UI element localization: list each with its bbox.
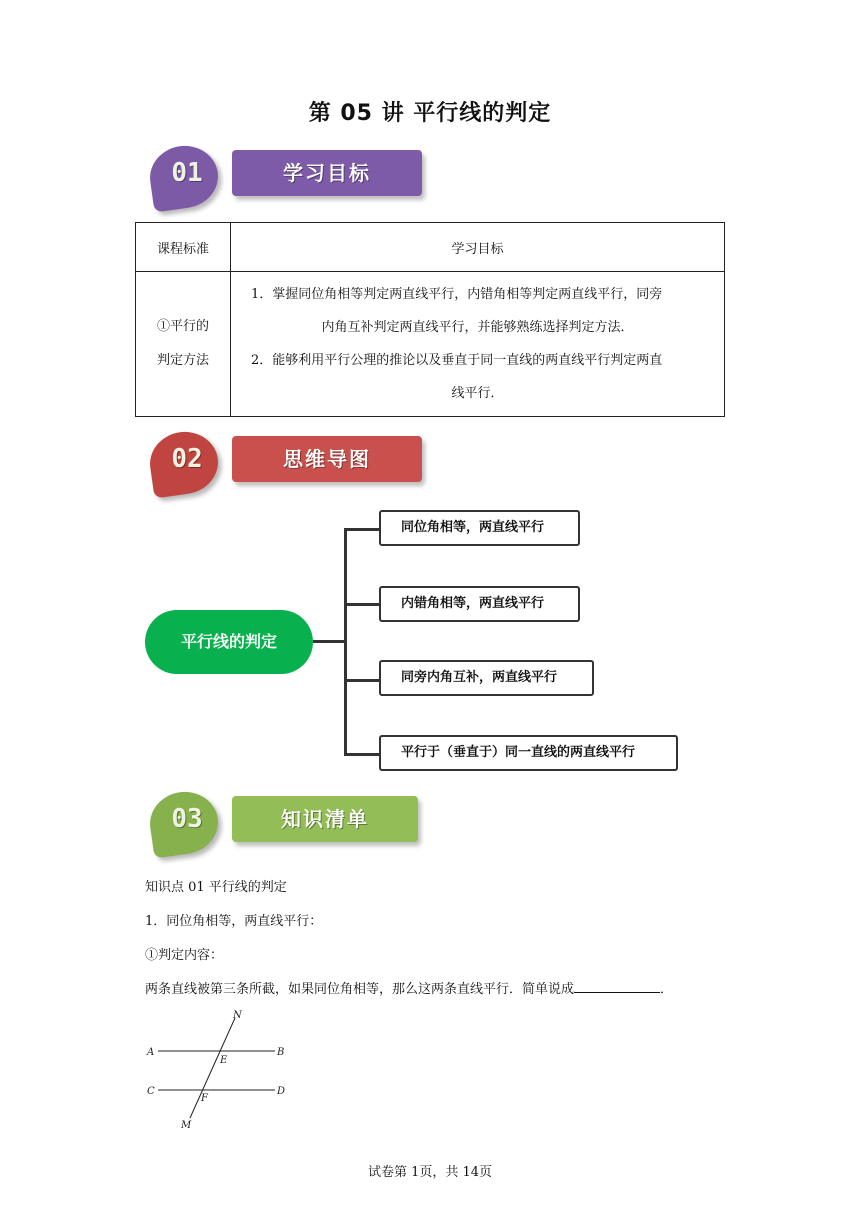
table-header-row	[136, 223, 725, 272]
label-f: F	[201, 1093, 208, 1104]
section-badge-goals	[150, 146, 450, 216]
label-e: E	[220, 1055, 228, 1066]
standard-line: ①平行的	[156, 319, 209, 334]
knowledge-point-title: 知识点 01 平行线的判定	[145, 880, 287, 895]
label-n: N	[233, 1010, 242, 1021]
label-b: B	[277, 1047, 285, 1058]
standard-cell	[136, 272, 231, 417]
label-d: D	[277, 1086, 286, 1097]
parallel-lines-figure	[140, 1008, 300, 1132]
standard-line: 判定方法	[156, 353, 209, 368]
mindmap-node: 同位角相等，两直线平行	[379, 510, 580, 546]
section-badge-mindmap	[150, 432, 450, 502]
table-row	[136, 272, 725, 417]
connector-branch	[344, 603, 380, 606]
connector-branch	[344, 753, 380, 756]
header-standard: 课程标准	[136, 223, 231, 272]
mindmap-node: 同旁内角互补，两直线平行	[379, 660, 594, 696]
label-c: C	[147, 1086, 155, 1097]
objective-line: 1．掌握同位角相等判定两直线平行，内错角相等判定两直线平行，同旁	[251, 287, 663, 302]
section-label: 学习目标	[232, 150, 422, 196]
connector-branch	[344, 679, 380, 682]
section-number: 03	[171, 804, 203, 834]
objective-line: 线平行．	[451, 386, 504, 401]
knowledge-item: 1．同位角相等，两直线平行：	[145, 914, 323, 929]
page-footer: 试卷第 1页，共 14页	[367, 1165, 493, 1180]
goals-table	[135, 222, 725, 417]
knowledge-statement	[145, 978, 673, 997]
mindmap-node: 内错角相等，两直线平行	[379, 586, 580, 622]
section-number: 01	[171, 158, 203, 188]
connector-branch	[344, 528, 380, 531]
section-label: 知识清单	[232, 796, 418, 842]
label-m: M	[181, 1120, 192, 1131]
section-label: 思维导图	[232, 436, 422, 482]
page-title: 第 05 讲 平行线的判定	[308, 101, 552, 126]
objective-line: 内角互补判定两直线平行，并能够熟练选择判定方法．	[321, 320, 634, 335]
label-a: A	[147, 1047, 155, 1058]
section-number: 02	[171, 444, 203, 474]
objective-cell	[231, 272, 725, 417]
objective-line: 2．能够利用平行公理的推论以及垂直于同一直线的两直线平行判定两直	[251, 353, 663, 368]
section-badge-knowledge	[150, 792, 450, 862]
connector-trunk	[313, 640, 345, 643]
knowledge-subitem: ①判定内容：	[145, 948, 224, 963]
header-objective: 学习目标	[231, 223, 725, 272]
statement-text: 两条直线被第三条所截，如果同位角相等，那么这两条直线平行．简单说成	[145, 982, 575, 997]
answer-blank[interactable]	[574, 980, 660, 993]
connector-spine	[344, 528, 347, 755]
mindmap-node: 平行于（垂直于）同一直线的两直线平行	[379, 735, 678, 771]
transversal-mn	[190, 1018, 235, 1118]
statement-end: ．	[660, 982, 674, 997]
mindmap-root: 平行线的判定	[145, 610, 313, 674]
